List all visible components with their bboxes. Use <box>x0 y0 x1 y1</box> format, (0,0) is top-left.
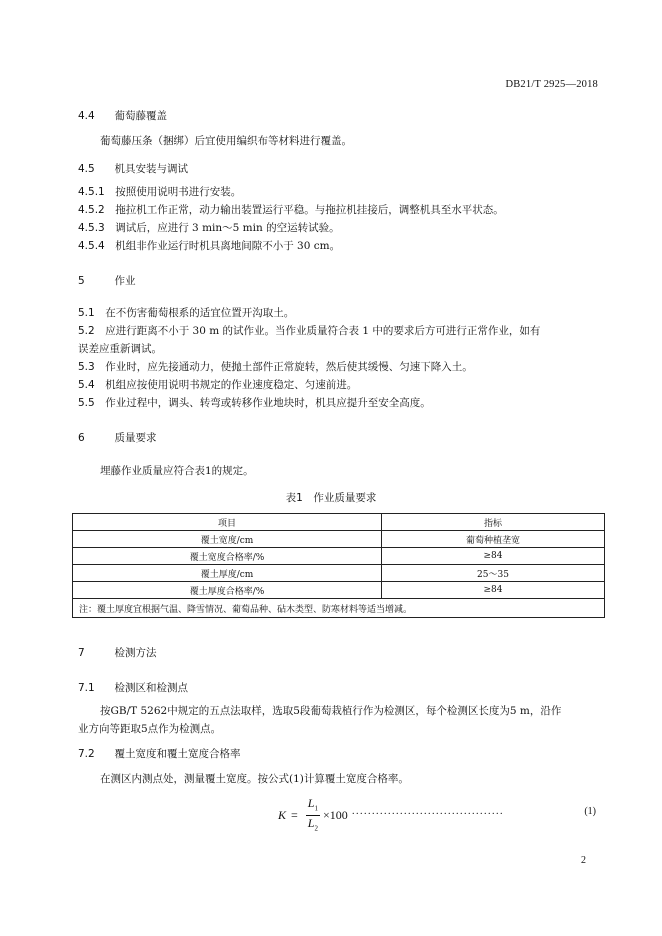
clause-4-5-2 <box>78 201 602 219</box>
heading-title: 葡萄藤覆盖 <box>114 110 167 122</box>
table-header-item: 项目 <box>73 514 382 531</box>
page-number: 2 <box>581 855 586 866</box>
clause-5-5 <box>78 394 602 412</box>
table-cell: 25～35 <box>382 565 605 582</box>
heading-number: 4.4 <box>78 110 95 122</box>
table-cell: 覆土宽度合格率/% <box>73 548 382 565</box>
heading-title: 质量要求 <box>114 432 157 444</box>
heading-title: 作业 <box>114 275 136 287</box>
heading-title: 覆土宽度和覆土宽度合格率 <box>114 748 241 760</box>
clause-text: 拖拉机工作正常，动力输出装置运行平稳。与拖拉机挂接后，调整机具至水平状态。 <box>115 204 504 216</box>
table-row <box>73 565 605 582</box>
clause-5-4 <box>78 376 602 394</box>
formula-numerator <box>306 796 320 816</box>
formula-leader-dots: ...................................... <box>352 806 504 817</box>
clause-text: 作业时，应先接通动力，使抛土部件正常旋转，然后使其缓慢、匀速下降入土。 <box>105 361 473 373</box>
formula-equals: = <box>291 808 298 823</box>
heading-number: 6 <box>78 432 85 444</box>
clause-number: 4.5.1 <box>78 186 105 198</box>
table-cell: 葡萄种植垄宽 <box>382 531 605 548</box>
clause-number: 5.3 <box>78 361 95 373</box>
table-title: 表1 作业质量要求 <box>285 492 377 504</box>
clause-5-2-continued: 误差应重新调试。 <box>78 343 162 355</box>
clause-4-5-1 <box>78 183 602 201</box>
table-cell: 覆土厚度/cm <box>73 565 382 582</box>
denominator-var: L <box>307 816 315 831</box>
table-cell: ≥84 <box>382 582 605 599</box>
numerator-var: L <box>307 796 315 810</box>
paragraph-7-2: 在测区内测点处，测量覆土宽度。按公式(1)计算覆土宽度合格率。 <box>100 773 409 785</box>
heading-7-2 <box>78 746 241 761</box>
heading-4-4 <box>78 108 167 123</box>
heading-6 <box>78 430 157 445</box>
heading-title: 机具安装与调试 <box>114 163 188 175</box>
clause-5-1 <box>78 304 602 322</box>
clause-number: 5.1 <box>78 307 95 319</box>
heading-title: 检测方法 <box>114 647 157 659</box>
table-cell: 覆土宽度/cm <box>73 531 382 548</box>
heading-number: 7.1 <box>78 682 95 694</box>
table-cell: 覆土厚度合格率/% <box>73 582 382 599</box>
heading-7 <box>78 645 157 660</box>
clause-4-5-3 <box>78 219 602 237</box>
clause-4-5-4 <box>78 237 602 255</box>
formula-number: (1) <box>584 806 596 817</box>
clause-number: 5.4 <box>78 379 95 391</box>
formula-multiplier: ×100 <box>322 808 348 823</box>
formula-fraction <box>306 796 320 836</box>
heading-7-1 <box>78 680 188 695</box>
table-header-indicator: 指标 <box>382 514 605 531</box>
table-note-row <box>73 599 605 618</box>
paragraph-7-1-line1: 按GB/T 5262中规定的五点法取样，选取5段葡萄栽植行作为检测区，每个检测区长度为5 m，沿作 <box>100 705 562 717</box>
clause-text: 机组应按使用说明书规定的作业速度稳定、匀速前进。 <box>105 379 358 391</box>
paragraph-4-4: 葡萄藤压条（捆绑）后宜使用编织布等材料进行覆盖。 <box>100 135 352 147</box>
formula-lhs: K <box>278 808 287 823</box>
formula-1 <box>278 796 348 836</box>
heading-number: 5 <box>78 275 85 287</box>
clause-5-2 <box>78 322 602 340</box>
heading-title: 检测区和检测点 <box>114 682 188 694</box>
clause-text: 在不伤害葡萄根系的适宜位置开沟取土。 <box>105 307 295 319</box>
numerator-sub: 1 <box>314 804 318 813</box>
clause-number: 4.5.2 <box>78 204 105 216</box>
paragraph-7-1-line2: 业方向等距取5点作为检测点。 <box>78 723 222 735</box>
clause-text: 机组非作业运行时机具离地间隙不小于 30 cm。 <box>115 240 341 252</box>
paragraph-6: 埋藤作业质量应符合表1的规定。 <box>100 465 254 477</box>
clause-number: 5.5 <box>78 397 95 409</box>
document-code: DB21/T 2925—2018 <box>505 79 598 90</box>
quality-requirements-table <box>72 513 605 618</box>
table-header-row <box>73 514 605 531</box>
clause-number: 4.5.3 <box>78 222 105 234</box>
heading-5 <box>78 273 136 288</box>
clause-5-3 <box>78 358 602 376</box>
table-row <box>73 582 605 599</box>
heading-number: 4.5 <box>78 163 95 175</box>
clause-text: 按照使用说明书进行安装。 <box>115 186 242 198</box>
table-row <box>73 548 605 565</box>
heading-4-5 <box>78 161 188 176</box>
clause-text: 应进行距离不小于 30 m 的试作业。当作业质量符合表 1 中的要求后方可进行正常作业，如有 <box>105 325 541 337</box>
clause-number: 5.2 <box>78 325 95 337</box>
heading-number: 7 <box>78 647 85 659</box>
formula-denominator <box>306 816 320 835</box>
clause-number: 4.5.4 <box>78 240 105 252</box>
heading-number: 7.2 <box>78 748 95 760</box>
table-note: 注：覆土厚度宜根据气温、降雪情况、葡萄品种、砧木类型、防寒材料等适当增减。 <box>73 599 605 618</box>
denominator-sub: 2 <box>314 824 318 833</box>
table-row <box>73 531 605 548</box>
clause-text: 调试后，应进行 3 min～5 min 的空运转试验。 <box>115 222 340 234</box>
table-cell: ≥84 <box>382 548 605 565</box>
clause-text: 作业过程中，调头、转弯或转移作业地块时，机具应提升至安全高度。 <box>105 397 431 409</box>
